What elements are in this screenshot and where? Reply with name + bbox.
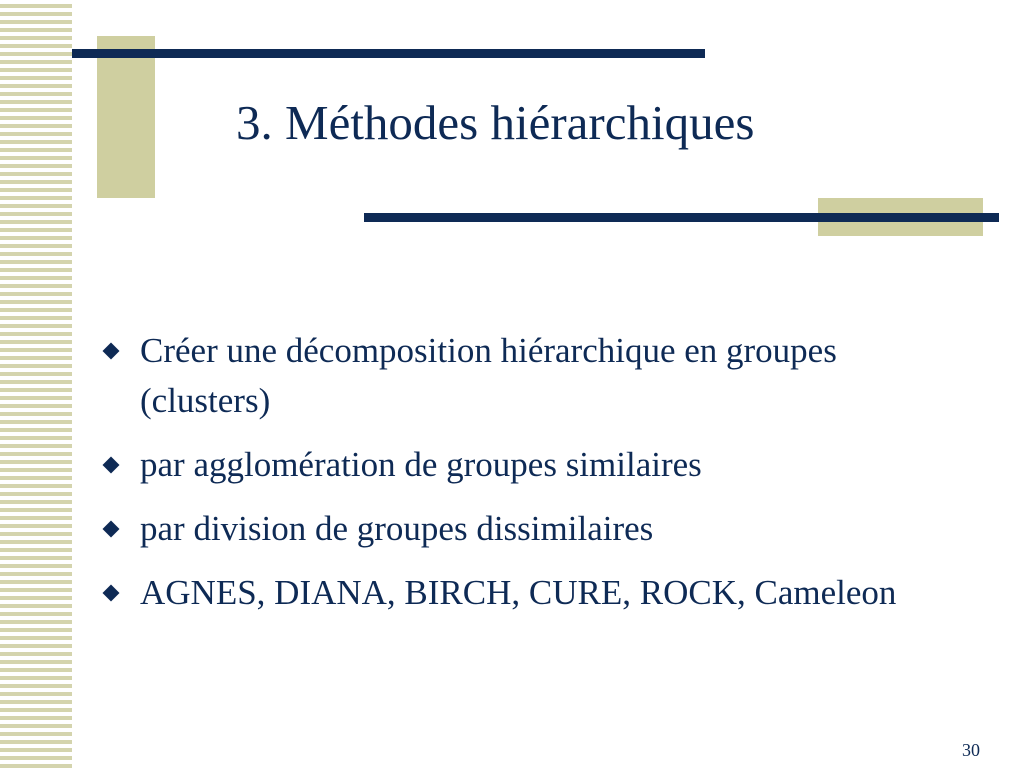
title-bottom-rule <box>364 213 999 222</box>
diamond-bullet-icon <box>103 457 120 474</box>
bullet-text: AGNES, DIANA, BIRCH, CURE, ROCK, Cameleon <box>140 573 897 612</box>
title-top-rule <box>72 49 705 58</box>
bullet-list <box>102 326 962 632</box>
bullet-text: par agglomération de groupes similaires <box>140 445 702 484</box>
decorative-accent-bar <box>97 36 155 198</box>
diamond-bullet-icon <box>103 585 120 602</box>
decorative-stripe-band <box>0 0 72 768</box>
diamond-bullet-icon <box>103 343 120 360</box>
bullet-text: Créer une décomposition hiérarchique en groupes (clusters) <box>140 331 837 420</box>
bullet-item <box>102 326 962 426</box>
bullet-item <box>102 504 962 554</box>
slide-title: 3. Méthodes hiérarchiques <box>236 95 755 150</box>
bullet-item <box>102 440 962 490</box>
bullet-item <box>102 568 962 618</box>
page-number: 30 <box>962 740 980 760</box>
bullet-text: par division de groupes dissimilaires <box>140 509 654 548</box>
diamond-bullet-icon <box>103 521 120 538</box>
